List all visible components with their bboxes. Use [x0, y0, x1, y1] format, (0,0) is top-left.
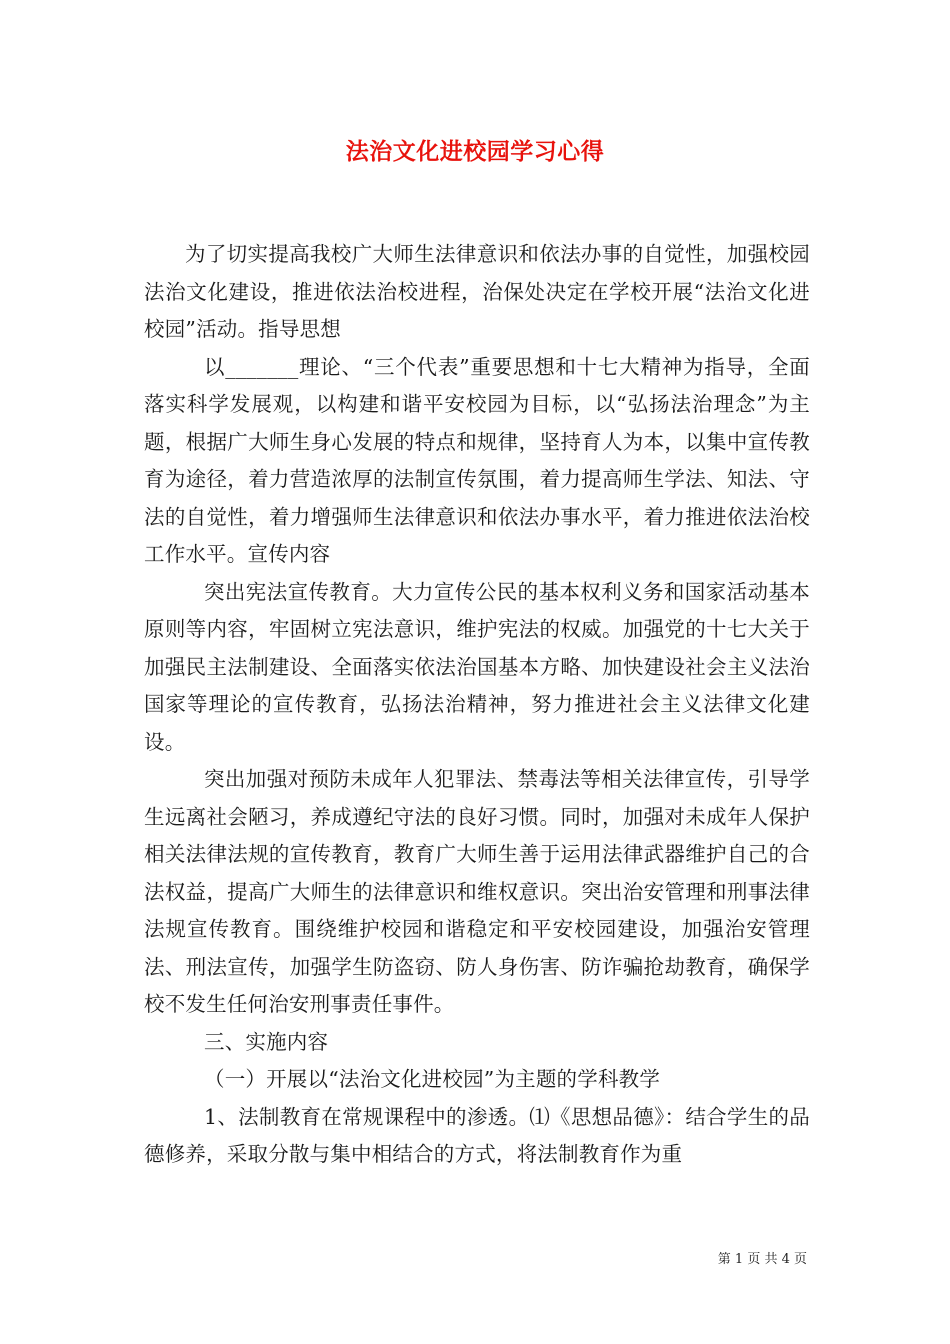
page-number: 第 1 页 共 4 页 — [717, 1252, 807, 1267]
paragraph-curriculum: 1、法制教育在常规课程中的渗透。⑴《思想品德》：结合学生的品德修养，采取分散与集中相结合的方式，将法制教育作为重 — [144, 1104, 810, 1166]
document-title: 法治文化进校园学习心得 — [345, 138, 605, 165]
paragraph-guiding-thought: 以_______理论、“三个代表”重要思想和十七大精神为指导，全面落实科学发展观，以构建和谐平安校园为目标，以“弘扬法治理念”为主题，根据广大师生身心发展的特点和规律，坚持育人为本，以集中宣传教育为途径，着力营造浓厚的法制宣传氛围，着力提高师生学法、知法、守法的自觉性，着力增强师生法律意识和依法办事水平，着力推进依法治校工作水平。宣传内容 — [144, 354, 810, 566]
subsection-heading-teaching: （一）开展以“法治文化进校园”为主题的学科教学 — [204, 1067, 661, 1091]
paragraph-constitution: 突出宪法宣传教育。大力宣传公民的基本权利义务和国家活动基本原则等内容，牢固树立宪法意识，维护宪法的权威。加强党的十七大关于加强民主法制建设、全面落实依法治国基本方略、加快建设社会主义法治国家等理论的宣传教育，弘扬法治精神，努力推进社会主义法律文化建设。 — [144, 579, 810, 754]
paragraph-intro: 为了切实提高我校广大师生法律意识和依法办事的自觉性，加强校园法治文化建设，推进依法治校进程，治保处决定在学校开展“法治文化进校园”活动。指导思想 — [144, 242, 810, 341]
section-heading-implementation: 三、实施内容 — [204, 1029, 329, 1054]
paragraph-juvenile-law: 突出加强对预防未成年人犯罪法、禁毒法等相关法律宣传，引导学生远离社会陋习，养成遵纪守法的良好习惯。同时，加强对未成年人保护相关法律法规的宣传教育，教育广大师生善于运用法律武器维护自己的合法权益，提高广大师生的法律意识和维权意识。突出治安管理和刑事法律法规宣传教育。围绕维护校园和谐稳定和平安校园建设，加强治安管理法、刑法宣传，加强学生防盗窃、防人身伤害、防诈骗抢劫教育，确保学校不发生任何治安刑事责任事件。 — [144, 767, 810, 1016]
document-body — [144, 236, 810, 1174]
